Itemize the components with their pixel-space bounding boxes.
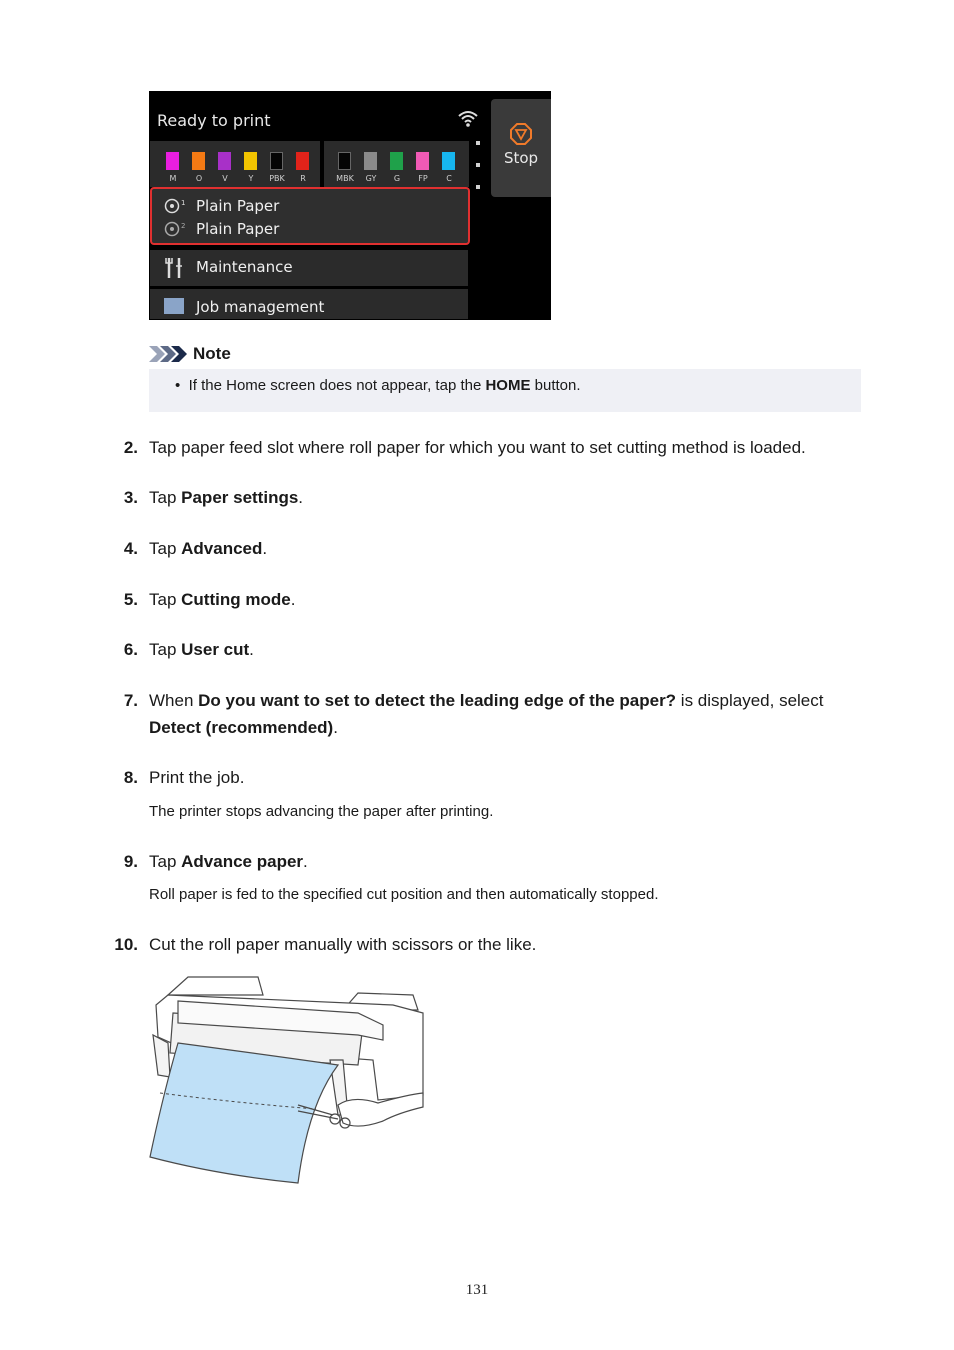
ink-label: M: [169, 174, 177, 183]
step-text-post: .: [298, 488, 304, 507]
step-bold: Paper settings: [181, 488, 299, 507]
ink-label: FP: [418, 174, 428, 183]
ink-g: [390, 152, 403, 170]
step-text-post: .: [303, 852, 308, 871]
scroll-indicator-dot: [476, 141, 480, 145]
note-text-bold: HOME: [485, 377, 531, 394]
wifi-icon: [457, 108, 479, 130]
step-number: 2.: [123, 438, 138, 457]
status-text: Ready to print: [157, 111, 271, 130]
note-header: [149, 343, 231, 365]
ink-label: GY: [365, 174, 377, 183]
paper-slot-1[interactable]: [164, 195, 279, 217]
roll-paper-icon: [164, 221, 188, 237]
note-text-post: button.: [530, 377, 581, 394]
note-text-pre: If the Home screen does not appear, tap the: [188, 377, 486, 394]
job-management-label: Job management: [196, 298, 325, 316]
ink-group-right: [324, 141, 469, 187]
note-chevrons-icon: [149, 346, 187, 362]
scroll-indicator-dot: [476, 163, 480, 167]
step-text: Tap: [149, 852, 182, 871]
ink-label: PBK: [269, 174, 285, 183]
step-text: Tap: [149, 488, 182, 507]
step-number: 10.: [114, 935, 138, 954]
ink-label: O: [195, 174, 203, 183]
step-text-post: .: [262, 539, 268, 558]
cutting-illustration: [148, 965, 426, 1187]
stop-button[interactable]: [491, 99, 551, 197]
page-number: 131: [465, 1282, 489, 1298]
job-management-button[interactable]: [150, 289, 468, 319]
ink-y: [244, 152, 257, 170]
step-number: 3.: [123, 488, 138, 507]
step-number: 9.: [123, 852, 138, 871]
tools-icon: [164, 256, 186, 280]
step-bold: Advance paper: [181, 852, 304, 871]
job-list-icon: [164, 298, 184, 314]
ink-label: G: [393, 174, 401, 183]
step-number: 5.: [123, 590, 138, 609]
step-text: Print the job.: [149, 768, 245, 787]
ink-pbk: [270, 152, 283, 170]
step-bold-2: Detect (recommended): [149, 718, 334, 737]
step-text-post: .: [333, 718, 338, 737]
step-text: Tap: [149, 539, 182, 558]
ink-label: MBK: [336, 174, 354, 183]
scroll-indicator-dot: [476, 185, 480, 189]
step-bold: Do you want to set to detect the leading edge of the paper?: [198, 691, 677, 710]
step-text-mid: is displayed, select: [676, 691, 824, 710]
ink-group-left: [150, 141, 320, 187]
step-text: Cut the roll paper manually with scissors or the like.: [149, 935, 537, 954]
step-bold: Cutting mode: [181, 590, 291, 609]
step-text-post: .: [249, 640, 254, 659]
step-bold: User cut: [181, 640, 250, 659]
paper-slot-2[interactable]: [164, 218, 279, 240]
ink-r: [296, 152, 309, 170]
note-text: [175, 377, 581, 394]
paper-slot-1-label: Plain Paper: [196, 197, 280, 215]
step-number: 8.: [123, 768, 138, 787]
paper-feed-selector[interactable]: [150, 187, 470, 245]
ink-fp: [416, 152, 429, 170]
step-number: 6.: [123, 640, 138, 659]
step-text: Tap: [149, 590, 182, 609]
ink-gy: [364, 152, 377, 170]
ink-v: [218, 152, 231, 170]
note-bullet: •: [175, 377, 181, 394]
svg-text:2: 2: [181, 222, 186, 230]
roll-paper-icon: [164, 198, 188, 214]
ink-label: C: [446, 174, 452, 183]
step-text: Tap paper feed slot where roll paper for which you want to set cutting method is loaded.: [149, 438, 806, 457]
step-8-detail: The printer stops advancing the paper after printing.: [149, 803, 494, 820]
printer-panel-screenshot: [149, 91, 551, 320]
svg-text:1: 1: [181, 199, 186, 207]
stop-label: Stop: [503, 149, 539, 167]
maintenance-label: Maintenance: [196, 258, 293, 276]
maintenance-button[interactable]: [150, 250, 468, 286]
step-bold: Advanced: [181, 539, 263, 558]
step-text: When: [149, 691, 199, 710]
step-text-post: .: [290, 590, 296, 609]
note-title: Note: [193, 344, 231, 363]
paper-slot-2-label: Plain Paper: [196, 220, 280, 238]
ink-label: V: [222, 174, 228, 183]
step-9-detail: Roll paper is fed to the specified cut position and then automatically stopped.: [149, 886, 659, 903]
ink-label: R: [300, 174, 306, 183]
step-number: 7.: [123, 691, 138, 710]
step-text: Tap: [149, 640, 182, 659]
ink-o: [192, 152, 205, 170]
ink-c: [442, 152, 455, 170]
ink-m: [166, 152, 179, 170]
ink-mbk: [338, 152, 351, 170]
step-number: 4.: [123, 539, 138, 558]
stop-icon: [510, 123, 532, 145]
ink-label: Y: [248, 174, 254, 183]
